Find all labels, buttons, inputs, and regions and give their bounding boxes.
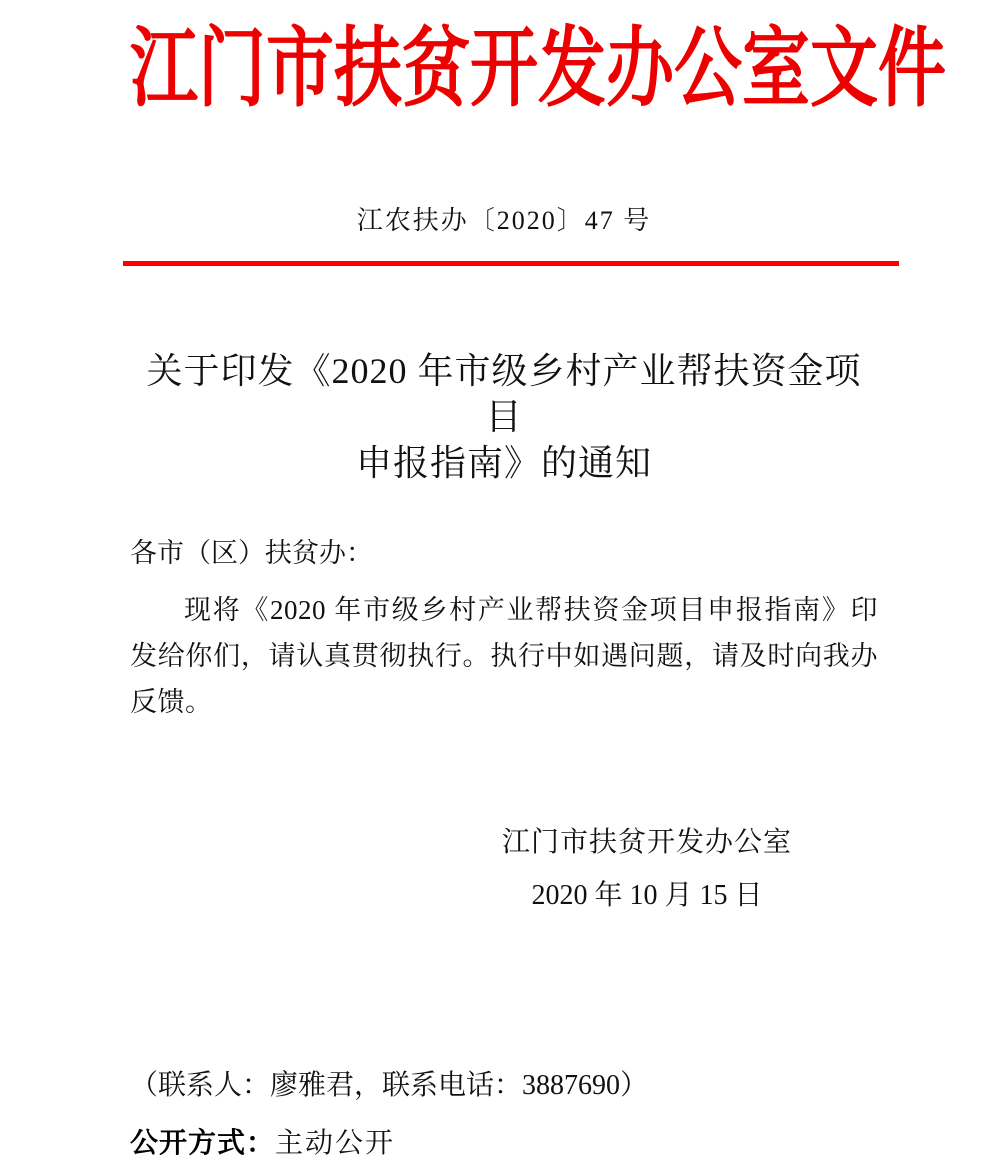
document-title xyxy=(130,348,878,486)
publicity-method xyxy=(130,1125,878,1162)
signature-block xyxy=(416,825,878,913)
document-number: 江农扶办〔2020〕47 号 xyxy=(356,206,652,235)
document-title-line2: 申报指南》的通知 xyxy=(355,443,652,483)
red-divider-line xyxy=(123,261,899,266)
signature-date: 2020 年 10 月 15 日 xyxy=(531,880,763,911)
document-title-line1: 关于印发《2020 年市级乡村产业帮扶资金项目 xyxy=(146,351,862,437)
contact-info: （联系人：廖雅君，联系电话：3887690） xyxy=(130,1070,649,1101)
salutation: 各市（区）扶贫办： xyxy=(130,538,373,568)
publicity-method-label: 公开方式： xyxy=(130,1127,276,1158)
body-paragraph: 现将《2020 年市级乡村产业帮扶资金项目申报指南》印发给你们，请认真贯彻执行。执行中如遇问题，请及时向我办反馈。 xyxy=(130,595,878,717)
red-letterhead-title: 江门市扶贫开发办公室文件 xyxy=(130,19,947,118)
publicity-method-value: 主动公开 xyxy=(275,1128,396,1159)
signature-organization: 江门市扶贫开发办公室 xyxy=(501,827,792,858)
